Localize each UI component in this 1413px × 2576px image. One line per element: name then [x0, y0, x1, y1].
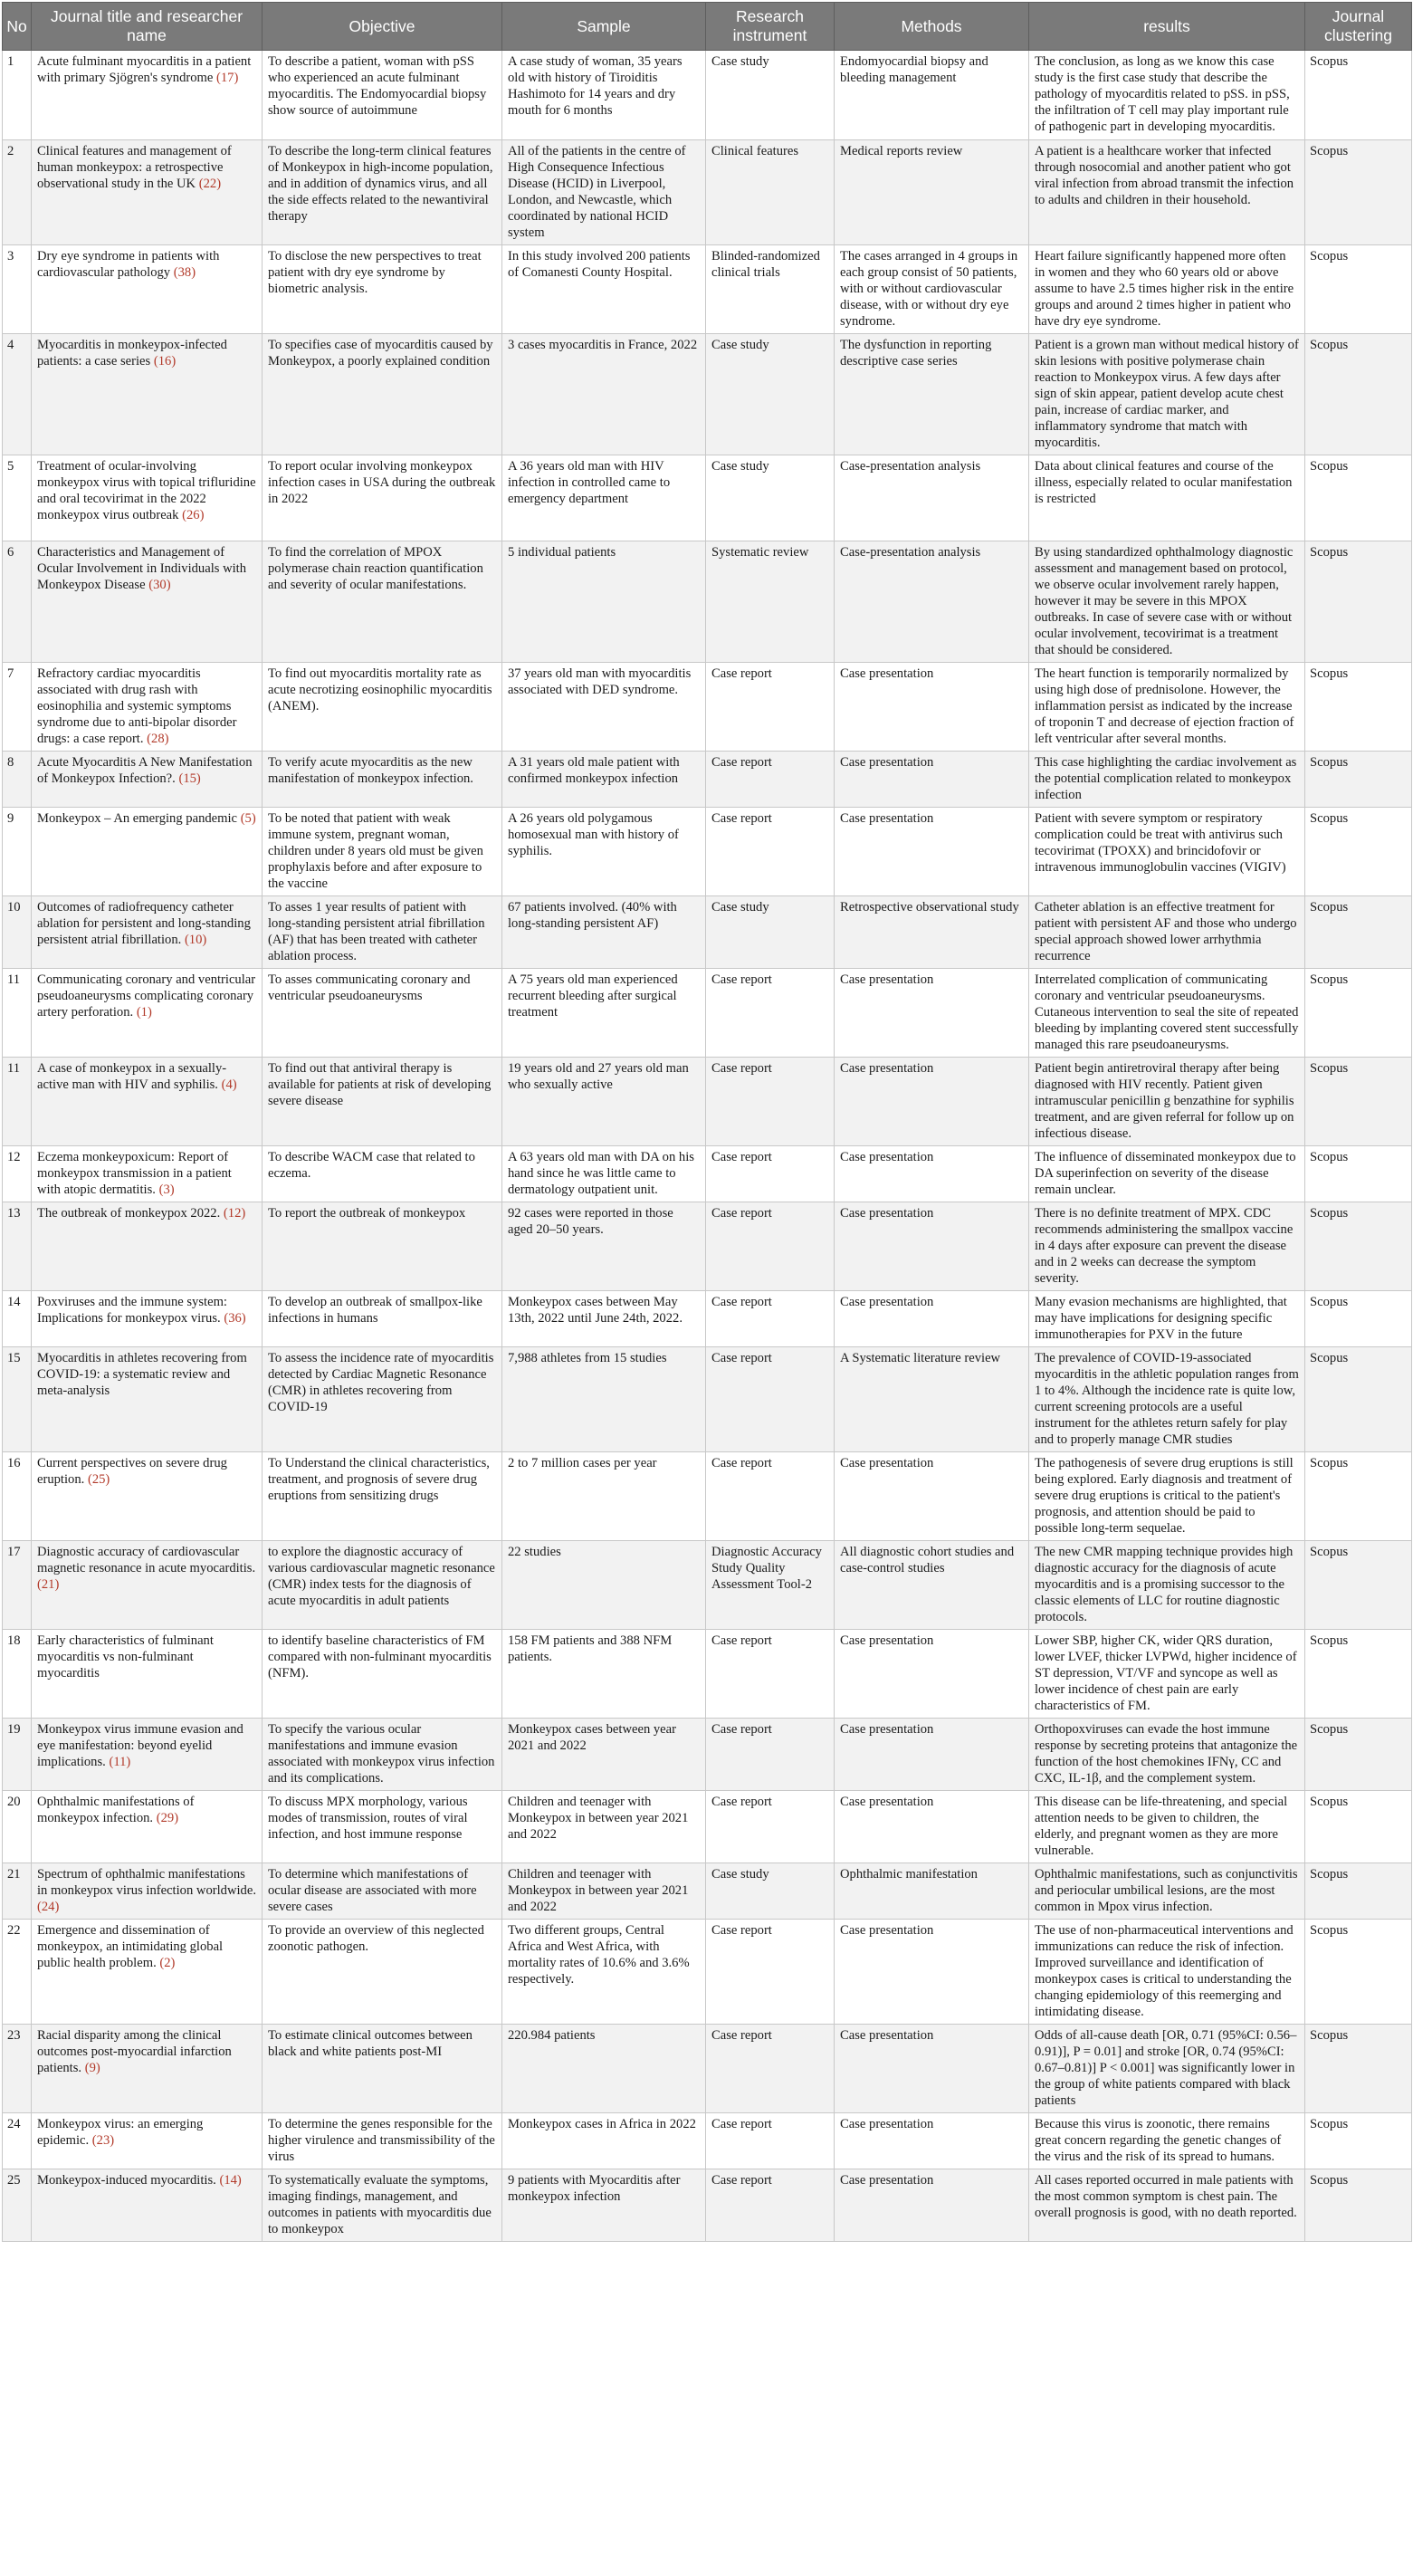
reference-link[interactable]: (30) — [148, 578, 171, 592]
title-text: Monkeypox – An emerging pandemic — [37, 811, 238, 826]
cell-methods: Case presentation — [835, 752, 1029, 808]
cell-results: The pathogenesis of severe drug eruptions is still being explored. Early diagnosis and treatment of severe drug eruptions is critical to the patient's prognosis, and attention should be paid to possible long-term sequelae. — [1029, 1452, 1305, 1541]
title-text: Acute fulminant myocarditis in a patient with primary Sjögren's syndrome — [37, 54, 252, 85]
cell-objective: To report ocular involving monkeypox infection cases in USA during the outbreak in 2022 — [263, 455, 502, 541]
cell-clustering: Scopus — [1305, 1347, 1412, 1452]
cell-clustering: Scopus — [1305, 808, 1412, 896]
header-objective: Objective — [263, 3, 502, 51]
cell-no: 15 — [3, 1347, 32, 1452]
table-row — [3, 1146, 1412, 1202]
cell-title — [32, 455, 263, 541]
cell-clustering: Scopus — [1305, 896, 1412, 969]
cell-instrument: Blinded-randomized clinical trials — [706, 245, 835, 334]
reference-link[interactable]: (1) — [136, 1005, 152, 1020]
cell-results: This case highlighting the cardiac involvement as the potential complication related to monkeypox infection — [1029, 752, 1305, 808]
cell-no: 25 — [3, 2169, 32, 2242]
cell-sample: A 26 years old polygamous homosexual man with history of syphilis. — [502, 808, 706, 896]
cell-title — [32, 334, 263, 455]
cell-results: By using standardized ophthalmology diagnostic assessment and management based on protocol, we observe ocular involvement rarely happen, however it may be severe in this MPOX outbreaks. In case of severe case with or without ocular involvement, tecovirimat is a treatment that should be considered. — [1029, 541, 1305, 663]
cell-instrument: Case study — [706, 334, 835, 455]
cell-objective: To develop an outbreak of smallpox-like infections in humans — [263, 1291, 502, 1347]
cell-results: The prevalence of COVID-19-associated myocarditis in the athletic population ranges from 1 to 4%. Although the incidence rate is quite low, current screening protocols are a useful instrument for the athletes return safely for play and to properly manage CMR studies — [1029, 1347, 1305, 1452]
cell-instrument: Case report — [706, 1920, 835, 2025]
cell-no: 4 — [3, 334, 32, 455]
title-text: The outbreak of monkeypox 2022. — [37, 1206, 221, 1221]
cell-methods: Case presentation — [835, 2113, 1029, 2169]
reference-link[interactable]: (21) — [37, 1577, 60, 1592]
reference-link[interactable]: (16) — [153, 354, 177, 369]
cell-instrument: Systematic review — [706, 541, 835, 663]
title-text: Ophthalmic manifestations of monkeypox infection. — [37, 1795, 195, 1825]
cell-title — [32, 808, 263, 896]
cell-methods: Medical reports review — [835, 140, 1029, 245]
cell-sample: 9 patients with Myocarditis after monkeypox infection — [502, 2169, 706, 2242]
cell-instrument: Case report — [706, 1347, 835, 1452]
title-text: Myocarditis in athletes recovering from COVID-19: a systematic review and meta-analysis — [37, 1351, 247, 1398]
cell-sample: 92 cases were reported in those aged 20–50 years. — [502, 1202, 706, 1291]
reference-link[interactable]: (17) — [216, 71, 239, 85]
table-row — [3, 1202, 1412, 1291]
table-row — [3, 1719, 1412, 1791]
header-results: results — [1029, 3, 1305, 51]
header-instrument: Research instrument — [706, 3, 835, 51]
table-row — [3, 752, 1412, 808]
cell-title — [32, 1058, 263, 1146]
table-row — [3, 1452, 1412, 1541]
cell-no: 9 — [3, 808, 32, 896]
table-row — [3, 1630, 1412, 1719]
table-row — [3, 1347, 1412, 1452]
reference-link[interactable]: (38) — [173, 265, 196, 280]
cell-clustering: Scopus — [1305, 969, 1412, 1058]
cell-clustering: Scopus — [1305, 541, 1412, 663]
cell-sample: Two different groups, Central Africa and West Africa, with mortality rates of 10.6% and 3.6% respectively. — [502, 1920, 706, 2025]
cell-clustering: Scopus — [1305, 1146, 1412, 1202]
cell-no: 8 — [3, 752, 32, 808]
cell-instrument: Case report — [706, 2025, 835, 2113]
title-text: Poxviruses and the immune system: Implications for monkeypox virus. — [37, 1295, 227, 1326]
title-text: Diagnostic accuracy of cardiovascular magnetic resonance in acute myocarditis. — [37, 1545, 256, 1575]
cell-sample: 7,988 athletes from 15 studies — [502, 1347, 706, 1452]
cell-objective: To find the correlation of MPOX polymerase chain reaction quantification and severity of ocular manifestations. — [263, 541, 502, 663]
cell-objective: To report the outbreak of monkeypox — [263, 1202, 502, 1291]
cell-no: 11 — [3, 1058, 32, 1146]
cell-results: Interrelated complication of communicating coronary and ventricular pseudoaneurysms. Cutaneous intervention to seal the site of repeated bleeding by implanting covered stent successfully managed this rare pseudoaneurysms. — [1029, 969, 1305, 1058]
title-text: Monkeypox virus: an emerging epidemic. — [37, 2117, 204, 2148]
cell-instrument: Case report — [706, 1146, 835, 1202]
cell-results: Patient with severe symptom or respiratory complication could be treat with antivirus such tecovirimat (TPOXX) and brincidofovir or intravenous immunoglobulin vaccines (VIGIV) — [1029, 808, 1305, 896]
cell-sample: 22 studies — [502, 1541, 706, 1630]
cell-no: 19 — [3, 1719, 32, 1791]
cell-no: 1 — [3, 51, 32, 140]
cell-instrument: Case report — [706, 808, 835, 896]
cell-methods: Case presentation — [835, 1058, 1029, 1146]
cell-results: The conclusion, as long as we know this case study is the first case study that describe the pathology of myocarditis related to pSS. in pSS, the infiltration of T cell may play important rule of pathogenic part in developing myocarditis. — [1029, 51, 1305, 140]
table-row — [3, 455, 1412, 541]
cell-no: 22 — [3, 1920, 32, 2025]
table-row — [3, 1791, 1412, 1863]
cell-objective: To find out myocarditis mortality rate as acute necrotizing eosinophilic myocarditis (ANEM). — [263, 663, 502, 752]
cell-methods: Case presentation — [835, 1202, 1029, 1291]
cell-no: 20 — [3, 1791, 32, 1863]
cell-results: Many evasion mechanisms are highlighted, that may have implications for designing specific immunotherapies for PXV in the future — [1029, 1291, 1305, 1347]
cell-clustering: Scopus — [1305, 1291, 1412, 1347]
cell-instrument: Case report — [706, 1452, 835, 1541]
reference-link[interactable]: (3) — [158, 1183, 175, 1197]
cell-sample: 2 to 7 million cases per year — [502, 1452, 706, 1541]
cell-objective: To verify acute myocarditis as the new manifestation of monkeypox infection. — [263, 752, 502, 808]
cell-sample: 5 individual patients — [502, 541, 706, 663]
cell-title — [32, 1791, 263, 1863]
cell-title — [32, 51, 263, 140]
header-clustering: Journal clustering — [1305, 3, 1412, 51]
cell-results: Orthopoxviruses can evade the host immune response by secreting proteins that antagonize the function of the host chemokines IFNγ, CC and CXC, IL-1β, and the complement system. — [1029, 1719, 1305, 1791]
cell-methods: A Systematic literature review — [835, 1347, 1029, 1452]
table-row — [3, 663, 1412, 752]
cell-methods: The dysfunction in reporting descriptive case series — [835, 334, 1029, 455]
cell-no: 16 — [3, 1452, 32, 1541]
title-text: Racial disparity among the clinical outcomes post-myocardial infarction patients. — [37, 2028, 232, 2075]
cell-objective: To discuss MPX morphology, various modes of transmission, routes of viral infection, and host immune response — [263, 1791, 502, 1863]
header-methods: Methods — [835, 3, 1029, 51]
cell-results: Catheter ablation is an effective treatment for patient with persistent AF and those who undergo special approach showed lower arrhythmia recurrence — [1029, 896, 1305, 969]
table-row — [3, 808, 1412, 896]
table-body — [3, 51, 1412, 2242]
reference-link[interactable]: (26) — [182, 508, 205, 522]
cell-results: Heart failure significantly happened more often in women and they who 60 years old or above assume to have 2.5 times higher risk in the entire groups and around 2 times higher in patient who have dry eye syndrome. — [1029, 245, 1305, 334]
cell-instrument: Case report — [706, 1791, 835, 1863]
reference-link[interactable]: (5) — [240, 811, 256, 826]
cell-no: 2 — [3, 140, 32, 245]
cell-instrument: Case report — [706, 2113, 835, 2169]
cell-objective: To describe a patient, woman with pSS who experienced an acute fulminant myocarditis. The Endomyocardial biopsy show source of autoimmune — [263, 51, 502, 140]
cell-results: Lower SBP, higher CK, wider QRS duration, lower LVEF, thicker LVPWd, higher incidence of ST depression, VT/VF and syncope as well as lower incidence of chest pain are early characteristics of FM. — [1029, 1630, 1305, 1719]
cell-no: 10 — [3, 896, 32, 969]
cell-title — [32, 1630, 263, 1719]
cell-title — [32, 969, 263, 1058]
cell-title — [32, 541, 263, 663]
cell-methods: Case presentation — [835, 1146, 1029, 1202]
cell-methods: Case presentation — [835, 663, 1029, 752]
title-text: Early characteristics of fulminant myocarditis vs non-fulminant myocarditis — [37, 1633, 214, 1681]
cell-results: The heart function is temporarily normalized by using high dose of prednisolone. However, the inflammation persist as indicated by the increase of troponin T and decrease of ejection fraction of left ventricular after several months. — [1029, 663, 1305, 752]
cell-objective: To specifies case of myocarditis caused by Monkeypox, a poorly explained condition — [263, 334, 502, 455]
cell-sample: Monkeypox cases in Africa in 2022 — [502, 2113, 706, 2169]
cell-instrument: Case report — [706, 1291, 835, 1347]
header-no: No — [3, 3, 32, 51]
cell-methods: Case-presentation analysis — [835, 541, 1029, 663]
cell-results: Ophthalmic manifestations, such as conjunctivitis and periocular umbilical lesions, are the most common in Mpox virus infection. — [1029, 1863, 1305, 1920]
cell-methods: The cases arranged in 4 groups in each group consist of 50 patients, with or without cardiovascular disease, with or without dry eye syndrome. — [835, 245, 1029, 334]
title-text: Current perspectives on severe drug eruption. — [37, 1456, 227, 1487]
cell-sample: A case study of woman, 35 years old with history of Tiroiditis Hashimoto for 14 years and dry mouth for 6 months — [502, 51, 706, 140]
cell-title — [32, 1202, 263, 1291]
cell-clustering: Scopus — [1305, 1719, 1412, 1791]
title-text: Myocarditis in monkeypox-infected patients: a case series — [37, 338, 227, 369]
cell-clustering: Scopus — [1305, 1058, 1412, 1146]
cell-results: Patient is a grown man without medical history of skin lesions with positive polymerase chain reaction to Monkeypox virus. A few days after sign of skin appear, patient develop acute chest pain, increase of cardiac marker, and inflammatory syndrome that match with myocarditis. — [1029, 334, 1305, 455]
cell-no: 24 — [3, 2113, 32, 2169]
reference-link[interactable]: (23) — [91, 2133, 115, 2148]
cell-objective: To describe WACM case that related to eczema. — [263, 1146, 502, 1202]
cell-title — [32, 2025, 263, 2113]
cell-objective: To Understand the clinical characteristics, treatment, and prognosis of severe drug eruptions from sensitizing drugs — [263, 1452, 502, 1541]
cell-objective: To assess the incidence rate of myocarditis detected by Cardiac Magnetic Resonance (CMR) in athletes recovering from COVID-19 — [263, 1347, 502, 1452]
cell-clustering: Scopus — [1305, 1541, 1412, 1630]
cell-objective: To determine the genes responsible for the higher virulence and transmissibility of the virus — [263, 2113, 502, 2169]
cell-methods: Retrospective observational study — [835, 896, 1029, 969]
cell-instrument: Case report — [706, 1202, 835, 1291]
cell-clustering: Scopus — [1305, 2169, 1412, 2242]
reference-link[interactable]: (11) — [109, 1755, 131, 1769]
cell-methods: Case presentation — [835, 808, 1029, 896]
table-row — [3, 1541, 1412, 1630]
cell-instrument: Case report — [706, 1630, 835, 1719]
cell-objective: To disclose the new perspectives to treat patient with dry eye syndrome by biometric analysis. — [263, 245, 502, 334]
reference-link[interactable]: (10) — [184, 933, 207, 947]
cell-clustering: Scopus — [1305, 2113, 1412, 2169]
cell-no: 13 — [3, 1202, 32, 1291]
cell-instrument: Case study — [706, 51, 835, 140]
title-text: Emergence and dissemination of monkeypox, an intimidating global public health problem. — [37, 1923, 224, 1970]
table-row — [3, 140, 1412, 245]
title-text: Treatment of ocular-involving monkeypox virus with topical trifluridine and oral tecovirimat in the 2022 monkeypox virus outbreak — [37, 459, 256, 522]
cell-results: Data about clinical features and course of the illness, especially related to ocular manifestation is restricted — [1029, 455, 1305, 541]
cell-no: 21 — [3, 1863, 32, 1920]
cell-results: A patient is a healthcare worker that infected through nosocomial and another patient who got viral infection from abroad transmit the infection to adults and children in their household. — [1029, 140, 1305, 245]
cell-objective: To specify the various ocular manifestations and immune evasion associated with monkeypox virus infection and its complications. — [263, 1719, 502, 1791]
cell-results: Patient begin antiretroviral therapy after being diagnosed with HIV recently. Patient given intramuscular penicillin g benzathine for syphilis treatment, and are given referral for follow up on infectious disease. — [1029, 1058, 1305, 1146]
cell-instrument: Case report — [706, 2169, 835, 2242]
table-row — [3, 896, 1412, 969]
table-row — [3, 1291, 1412, 1347]
cell-clustering: Scopus — [1305, 1202, 1412, 1291]
table-row — [3, 1058, 1412, 1146]
cell-results: There is no definite treatment of MPX. CDC recommends administering the smallpox vaccine in 4 days after exposure can prevent the disease and in 2 weeks can decrease the symptom severity. — [1029, 1202, 1305, 1291]
cell-objective: To estimate clinical outcomes between black and white patients post-MI — [263, 2025, 502, 2113]
cell-objective: To asses 1 year results of patient with long-standing persistent atrial fibrillation (AF) that has been treated with catheter ablation process. — [263, 896, 502, 969]
cell-methods: Case presentation — [835, 1291, 1029, 1347]
cell-objective: To describe the long-term clinical features of Monkeypox in high-income population, and in addition of dynamics virus, and all the side effects related to the newantiviral therapy — [263, 140, 502, 245]
cell-clustering: Scopus — [1305, 1630, 1412, 1719]
cell-objective: To be noted that patient with weak immune system, pregnant woman, children under 8 years old must be given prophylaxis before and after exposure to the vaccine — [263, 808, 502, 896]
title-text: Eczema monkeypoxicum: Report of monkeypox transmission in a patient with atopic dermatitis. — [37, 1150, 232, 1197]
cell-sample: 3 cases myocarditis in France, 2022 — [502, 334, 706, 455]
title-text: Outcomes of radiofrequency catheter ablation for persistent and long-standing persistent atrial fibrillation. — [37, 900, 251, 947]
cell-no: 14 — [3, 1291, 32, 1347]
cell-title — [32, 2113, 263, 2169]
cell-sample: Monkeypox cases between year 2021 and 2022 — [502, 1719, 706, 1791]
cell-clustering: Scopus — [1305, 1452, 1412, 1541]
reference-link[interactable]: (14) — [219, 2173, 242, 2188]
cell-title — [32, 1347, 263, 1452]
cell-results: All cases reported occurred in male patients with the most common symptom is chest pain. The overall prognosis is good, with no death reported. — [1029, 2169, 1305, 2242]
cell-title — [32, 1920, 263, 2025]
header-sample: Sample — [502, 3, 706, 51]
cell-methods: Case presentation — [835, 2025, 1029, 2113]
cell-methods: Case presentation — [835, 2169, 1029, 2242]
cell-objective: To asses communicating coronary and ventricular pseudoaneurysms — [263, 969, 502, 1058]
cell-clustering: Scopus — [1305, 51, 1412, 140]
cell-sample: A 75 years old man experienced recurrent bleeding after surgical treatment — [502, 969, 706, 1058]
cell-results: Because this virus is zoonotic, there remains great concern regarding the genetic changes of the virus and the risk of its spread to humans. — [1029, 2113, 1305, 2169]
reference-link[interactable]: (36) — [224, 1311, 246, 1326]
cell-objective: To provide an overview of this neglected zoonotic pathogen. — [263, 1920, 502, 2025]
cell-clustering: Scopus — [1305, 1920, 1412, 2025]
cell-instrument: Case study — [706, 455, 835, 541]
reference-link[interactable]: (22) — [198, 177, 222, 191]
cell-no: 17 — [3, 1541, 32, 1630]
cell-objective: To systematically evaluate the symptoms, imaging findings, management, and outcomes in patients with myocarditis due to monkeypox — [263, 2169, 502, 2242]
table-row — [3, 2169, 1412, 2242]
reference-link[interactable]: (12) — [223, 1206, 246, 1221]
cell-results: The use of non-pharmaceutical interventions and immunizations can reduce the risk of infection. Improved surveillance and identification of monkeypox cases is critical to understanding the changing epidemiology of this reemerging and intimidating disease. — [1029, 1920, 1305, 2025]
cell-instrument: Diagnostic Accuracy Study Quality Assessment Tool-2 — [706, 1541, 835, 1630]
title-text: A case of monkeypox in a sexually-active man with HIV and syphilis. — [37, 1061, 227, 1092]
literature-review-table — [2, 2, 1412, 2242]
cell-no: 18 — [3, 1630, 32, 1719]
cell-methods: All diagnostic cohort studies and case-control studies — [835, 1541, 1029, 1630]
table-row — [3, 969, 1412, 1058]
title-text: Acute Myocarditis A New Manifestation of Monkeypox Infection?. — [37, 755, 253, 786]
cell-methods: Endomyocardial biopsy and bleeding management — [835, 51, 1029, 140]
cell-methods: Ophthalmic manifestation — [835, 1863, 1029, 1920]
cell-no: 11 — [3, 969, 32, 1058]
cell-clustering: Scopus — [1305, 1863, 1412, 1920]
cell-sample: 158 FM patients and 388 NFM patients. — [502, 1630, 706, 1719]
reference-link[interactable]: (29) — [156, 1811, 179, 1825]
cell-sample: 37 years old man with myocarditis associated with DED syndrome. — [502, 663, 706, 752]
title-text: Communicating coronary and ventricular pseudoaneurysms complicating coronary artery perforation. — [37, 972, 256, 1020]
cell-sample: In this study involved 200 patients of Comanesti County Hospital. — [502, 245, 706, 334]
cell-title — [32, 1291, 263, 1347]
table-row — [3, 2113, 1412, 2169]
cell-clustering: Scopus — [1305, 245, 1412, 334]
title-text: Dry eye syndrome in patients with cardiovascular pathology — [37, 249, 220, 280]
table-row — [3, 541, 1412, 663]
cell-sample: Children and teenager with Monkeypox in between year 2021 and 2022 — [502, 1791, 706, 1863]
cell-methods: Case presentation — [835, 1452, 1029, 1541]
cell-methods: Case presentation — [835, 969, 1029, 1058]
cell-no: 5 — [3, 455, 32, 541]
cell-methods: Case presentation — [835, 1630, 1029, 1719]
cell-sample: A 31 years old male patient with confirmed monkeypox infection — [502, 752, 706, 808]
cell-no: 23 — [3, 2025, 32, 2113]
cell-methods: Case-presentation analysis — [835, 455, 1029, 541]
cell-results: This disease can be life-threatening, and special attention needs to be given to children, the elderly, and pregnant women as they are more vulnerable. — [1029, 1791, 1305, 1863]
cell-instrument: Clinical features — [706, 140, 835, 245]
reference-link[interactable]: (24) — [37, 1900, 60, 1914]
reference-link[interactable]: (28) — [147, 732, 169, 746]
reference-link[interactable]: (2) — [159, 1956, 176, 1970]
cell-results: The influence of disseminated monkeypox due to DA superinfection on severity of the disease remain unclear. — [1029, 1146, 1305, 1202]
cell-title — [32, 1146, 263, 1202]
cell-sample: 220.984 patients — [502, 2025, 706, 2113]
cell-clustering: Scopus — [1305, 455, 1412, 541]
cell-title — [32, 752, 263, 808]
cell-instrument: Case report — [706, 1058, 835, 1146]
table-row — [3, 1863, 1412, 1920]
cell-title — [32, 1719, 263, 1791]
cell-objective: to explore the diagnostic accuracy of various cardiovascular magnetic resonance (CMR) index tests for the diagnosis of acute myocarditis in adult patients — [263, 1541, 502, 1630]
cell-sample: Monkeypox cases between May 13th, 2022 until June 24th, 2022. — [502, 1291, 706, 1347]
cell-results: Odds of all-cause death [OR, 0.71 (95%CI: 0.56–0.91)], P = 0.01] and stroke [OR, 0.74 (95%CI: 0.67–0.81)] P < 0.001] was significantly lower in the group of white patients compared with black patients — [1029, 2025, 1305, 2113]
table-row — [3, 334, 1412, 455]
title-text: Refractory cardiac myocarditis associated with drug rash with eosinophilia and systemic symptoms syndrome due to anti-bipolar disorder drugs: a case report. — [37, 666, 237, 746]
cell-clustering: Scopus — [1305, 663, 1412, 752]
cell-title — [32, 1863, 263, 1920]
cell-methods: Case presentation — [835, 1719, 1029, 1791]
cell-objective: to identify baseline characteristics of FM compared with non-fulminant myocarditis (NFM). — [263, 1630, 502, 1719]
cell-no: 6 — [3, 541, 32, 663]
cell-title — [32, 1541, 263, 1630]
cell-objective: To determine which manifestations of ocular disease are associated with more severe cases — [263, 1863, 502, 1920]
cell-title — [32, 2169, 263, 2242]
cell-title — [32, 663, 263, 752]
title-text: Monkeypox virus immune evasion and eye manifestation: beyond eyelid implications. — [37, 1722, 243, 1769]
header-title: Journal title and researcher name — [32, 3, 263, 51]
cell-results: The new CMR mapping technique provides high diagnostic accuracy for the diagnosis of acute myocarditis and is a promising successor to the classic elements of LLC for routine diagnostic protocols. — [1029, 1541, 1305, 1630]
cell-instrument: Case report — [706, 1719, 835, 1791]
cell-sample: 19 years old and 27 years old man who sexually active — [502, 1058, 706, 1146]
cell-sample: Children and teenager with Monkeypox in between year 2021 and 2022 — [502, 1863, 706, 1920]
reference-link[interactable]: (15) — [178, 771, 201, 786]
cell-clustering: Scopus — [1305, 1791, 1412, 1863]
cell-instrument: Case study — [706, 1863, 835, 1920]
cell-instrument: Case study — [706, 896, 835, 969]
cell-clustering: Scopus — [1305, 334, 1412, 455]
cell-methods: Case presentation — [835, 1791, 1029, 1863]
cell-instrument: Case report — [706, 969, 835, 1058]
cell-instrument: Case report — [706, 663, 835, 752]
header-row — [3, 3, 1412, 51]
cell-sample: A 63 years old man with DA on his hand since he was little came to dermatology outpatient unit. — [502, 1146, 706, 1202]
cell-no: 12 — [3, 1146, 32, 1202]
title-text: Characteristics and Management of Ocular Involvement in Individuals with Monkeypox Disease — [37, 545, 247, 592]
cell-clustering: Scopus — [1305, 2025, 1412, 2113]
title-text: Clinical features and management of human monkeypox: a retrospective observational study in the UK — [37, 144, 232, 191]
cell-no: 3 — [3, 245, 32, 334]
reference-link[interactable]: (25) — [87, 1472, 110, 1487]
cell-sample: All of the patients in the centre of High Consequence Infectious Disease (HCID) in Liverpool, London, and Newcastle, which coordinated by national HCID system — [502, 140, 706, 245]
table-row — [3, 245, 1412, 334]
cell-clustering: Scopus — [1305, 140, 1412, 245]
table-row — [3, 1920, 1412, 2025]
cell-no: 7 — [3, 663, 32, 752]
title-text: Spectrum of ophthalmic manifestations in monkeypox virus infection worldwide. — [37, 1867, 256, 1898]
cell-title — [32, 896, 263, 969]
reference-link[interactable]: (9) — [84, 2061, 100, 2075]
title-text: Monkeypox-induced myocarditis. — [37, 2173, 216, 2188]
reference-link[interactable]: (4) — [221, 1077, 237, 1092]
cell-instrument: Case report — [706, 752, 835, 808]
table-row — [3, 51, 1412, 140]
cell-methods: Case presentation — [835, 1920, 1029, 2025]
cell-title — [32, 1452, 263, 1541]
cell-sample: 67 patients involved. (40% with long-standing persistent AF) — [502, 896, 706, 969]
cell-title — [32, 245, 263, 334]
table-row — [3, 2025, 1412, 2113]
cell-sample: A 36 years old man with HIV infection in controlled came to emergency department — [502, 455, 706, 541]
cell-title — [32, 140, 263, 245]
cell-clustering: Scopus — [1305, 752, 1412, 808]
cell-objective: To find out that antiviral therapy is available for patients at risk of developing severe disease — [263, 1058, 502, 1146]
